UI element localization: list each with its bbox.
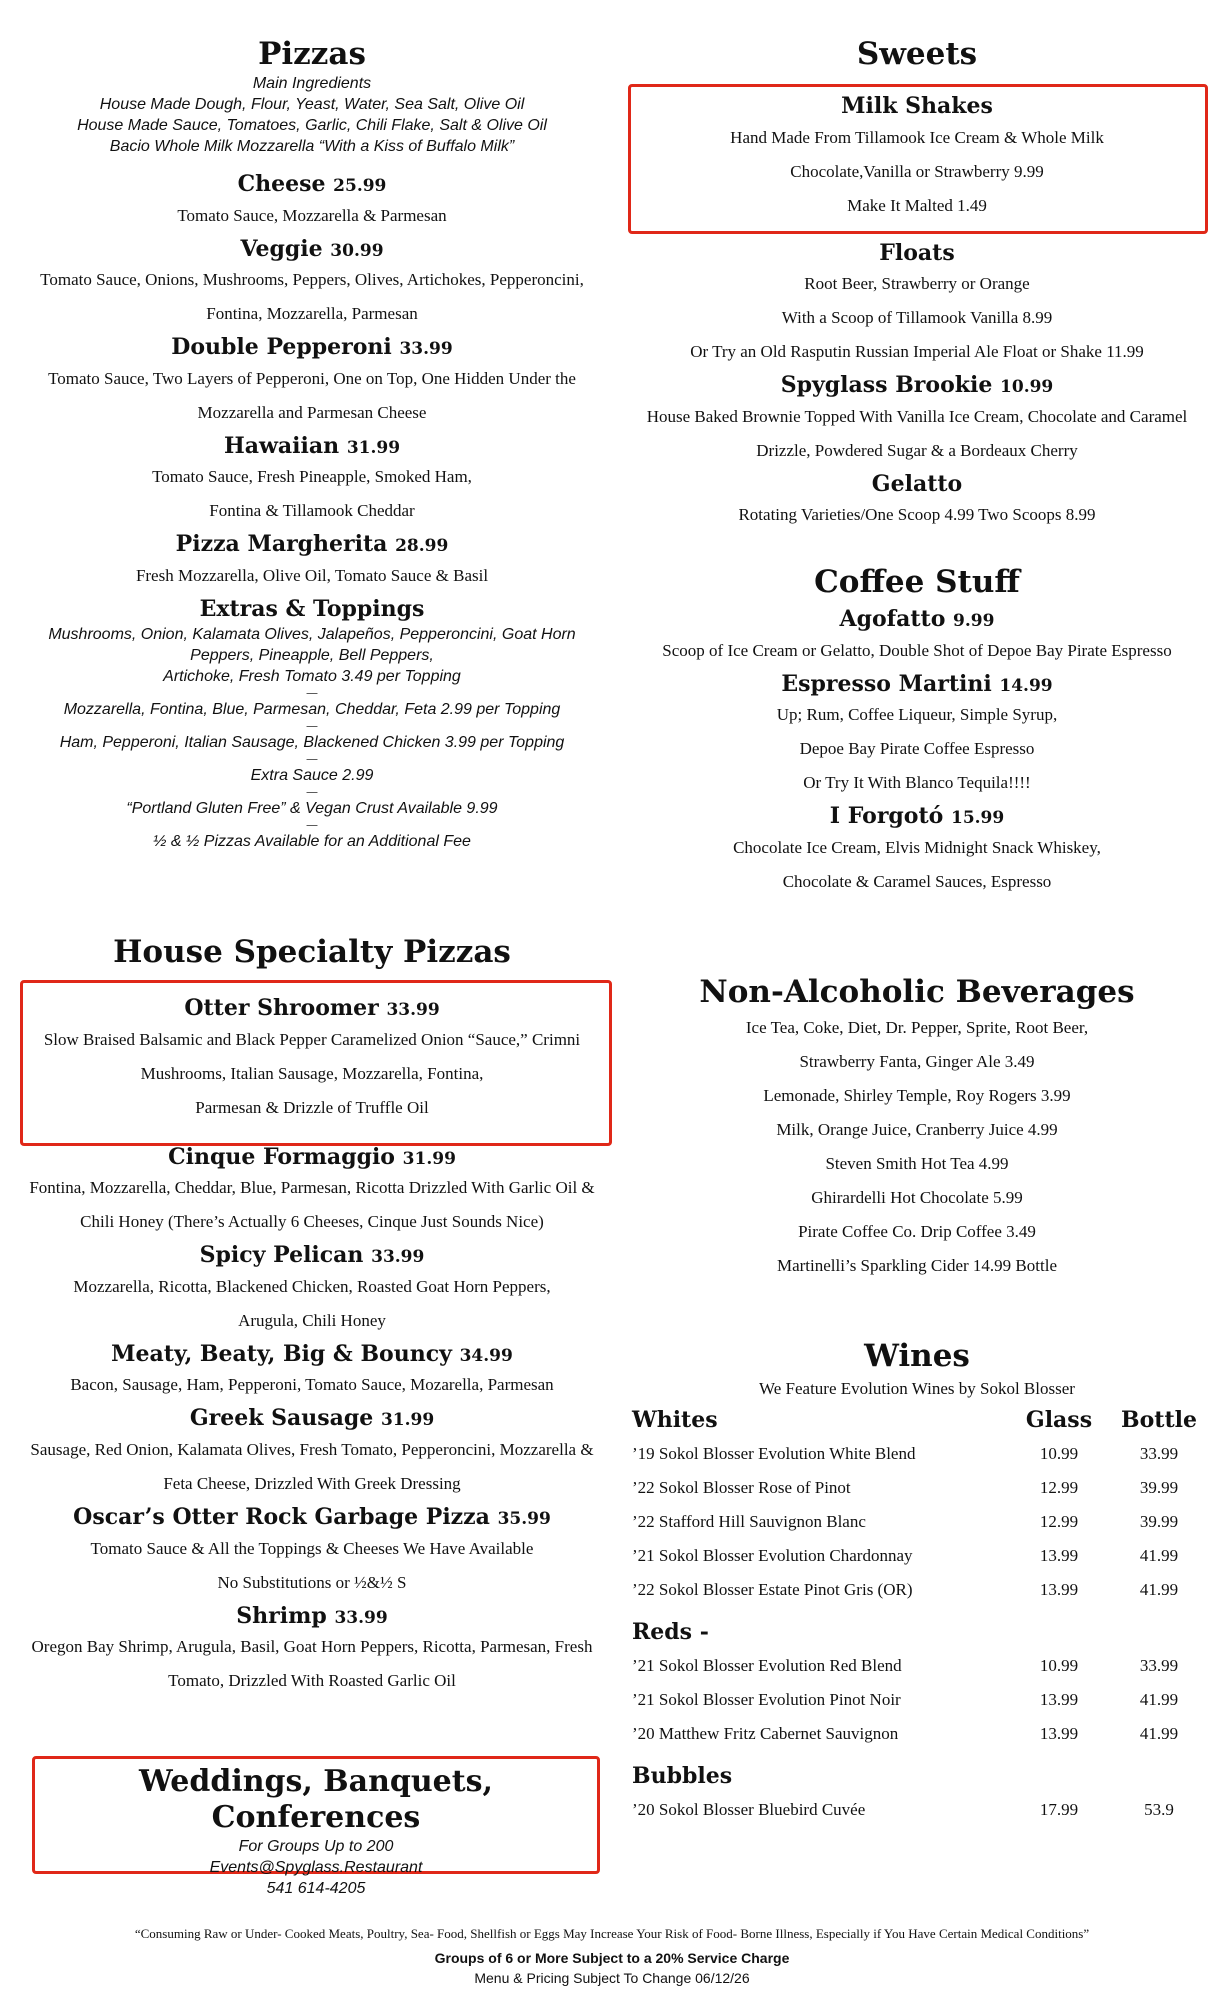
- ingredients-heading: Main Ingredients: [252, 75, 372, 93]
- pricing-change-note: Menu & Pricing Subject To Change 06/12/26: [474, 1970, 750, 1986]
- item-name: Hawaiian: [223, 432, 340, 459]
- item-desc: With a Scoop of Tillamook Vanilla 8.99: [781, 308, 1053, 328]
- specialty-list: [14, 994, 610, 1698]
- item-desc: Chocolate Ice Cream, Elvis Midnight Snack Whiskey,: [733, 837, 1101, 857]
- events-email: Events@Spyglass.Restaurant: [209, 1859, 423, 1876]
- menu-item-title: [14, 235, 610, 264]
- item-desc: Drizzle, Powdered Sugar & a Bordeaux Cherry: [756, 440, 1078, 460]
- item-desc: Slow Braised Balsamic and Black Pepper Caramelized Onion “Sauce,” Crimni: [43, 1029, 581, 1049]
- table-row: [632, 1683, 1204, 1717]
- wine-bottle-price: 39.99: [1139, 1512, 1179, 1532]
- item-desc: Tomato Sauce, Mozzarella & Parmesan: [177, 205, 447, 225]
- menu-item-title: [14, 1404, 610, 1433]
- table-row: [632, 1505, 1204, 1539]
- table-row: [632, 1437, 1204, 1471]
- item-price: 15.99: [950, 808, 1005, 829]
- wine-name: ’21 Sokol Blosser Evolution Pinot Noir: [632, 1690, 901, 1710]
- nonalc-line: Martinelli’s Sparkling Cider 14.99 Bottle: [776, 1256, 1057, 1276]
- menu-item-title: Floats: [879, 239, 955, 266]
- wine-name: ’21 Sokol Blosser Evolution Red Blend: [632, 1656, 902, 1676]
- extras-line: ½ & ½ Pizzas Available for an Additional Fee: [153, 832, 471, 850]
- item-desc: Mozzarella and Parmesan Cheese: [197, 402, 427, 422]
- item-desc: Tomato Sauce, Two Layers of Pepperoni, One on Top, One Hidden Under the: [48, 368, 576, 388]
- nonalc-line: Ghirardelli Hot Chocolate 5.99: [811, 1188, 1023, 1208]
- item-desc: Fontina & Tillamook Cheddar: [209, 501, 415, 521]
- nonalc-line: Milk, Orange Juice, Cranberry Juice 4.99: [776, 1120, 1058, 1140]
- divider: —: [306, 685, 318, 700]
- item-price: 31.99: [346, 437, 401, 458]
- item-name: Spyglass Brookie: [780, 372, 993, 399]
- item-desc: Chocolate,Vanilla or Strawberry 9.99: [790, 161, 1044, 181]
- menu-item-title: [14, 994, 610, 1023]
- item-price: 33.99: [371, 1247, 425, 1268]
- pizza-list: [14, 170, 610, 852]
- wine-glass-price: 10.99: [1039, 1656, 1079, 1676]
- coffee-title: Coffee Stuff: [814, 564, 1020, 600]
- item-desc: Or Try an Old Rasputin Russian Imperial Ale Float or Shake 11.99: [690, 342, 1144, 362]
- wine-bottle-price: 33.99: [1139, 1444, 1179, 1464]
- item-name: Meaty, Beaty, Big & Bouncy: [111, 1340, 452, 1367]
- wine-glass-price: 13.99: [1039, 1690, 1079, 1710]
- item-name: Cheese: [237, 171, 326, 197]
- wine-glass-price: 13.99: [1039, 1724, 1079, 1744]
- item-desc: Fontina, Mozzarella, Parmesan: [206, 304, 418, 324]
- item-name: Pizza Margherita: [175, 531, 388, 558]
- item-price: 14.99: [999, 675, 1053, 696]
- coffee-section: [624, 564, 1210, 899]
- wine-name: ’20 Matthew Fritz Cabernet Sauvignon: [632, 1724, 899, 1744]
- item-name: Otter Shroomer: [184, 995, 379, 1021]
- menu-item-title: [14, 1143, 610, 1172]
- item-desc: Tomato Sauce, Fresh Pineapple, Smoked Ham,: [152, 467, 472, 487]
- table-row: [632, 1793, 1204, 1827]
- sweets-list: [624, 92, 1210, 532]
- extras-line: Mushrooms, Onion, Kalamata Olives, Jalapeños, Pepperoncini, Goat Horn: [48, 625, 576, 643]
- divider: —: [306, 718, 318, 733]
- item-price: 25.99: [333, 176, 387, 196]
- item-name: Greek Sausage: [189, 1405, 374, 1432]
- item-desc: Bacon, Sausage, Ham, Pepperoni, Tomato Sauce, Mozarella, Parmesan: [70, 1375, 554, 1395]
- events-section: [32, 1764, 600, 1899]
- item-desc: Tomato Sauce, Onions, Mushrooms, Peppers, Olives, Artichokes, Pepperoncini,: [40, 270, 584, 290]
- item-name: Espresso Martini: [781, 670, 992, 697]
- wine-bottle-price: 53.9: [1144, 1800, 1174, 1820]
- item-name: I Forgotó: [829, 803, 944, 830]
- item-price: 33.99: [386, 1000, 440, 1020]
- wine-name: ’20 Sokol Blosser Bluebird Cuvée: [632, 1800, 866, 1820]
- wine-bottle-price: 39.99: [1139, 1478, 1179, 1498]
- wine-group-header: [632, 1751, 1204, 1793]
- item-price: 31.99: [402, 1148, 456, 1169]
- item-desc: Depoe Bay Pirate Coffee Espresso: [799, 739, 1035, 759]
- item-price: 34.99: [459, 1345, 513, 1366]
- nonalc-line: Ice Tea, Coke, Diet, Dr. Pepper, Sprite, Root Beer,: [745, 1018, 1089, 1038]
- pizzas-section: [14, 36, 610, 157]
- wine-name: ’21 Sokol Blosser Evolution Chardonnay: [632, 1546, 913, 1566]
- item-name: Spicy Pelican: [199, 1242, 364, 1269]
- item-desc: Tomato, Drizzled With Roasted Garlic Oil: [168, 1671, 456, 1691]
- item-desc: Arugula, Chili Honey: [238, 1310, 386, 1330]
- extras-line: Extra Sauce 2.99: [250, 766, 374, 784]
- wine-bottle-price: 41.99: [1139, 1724, 1179, 1744]
- pizzas-title: Pizzas: [258, 36, 366, 72]
- wine-group-name: Reds -: [632, 1619, 709, 1646]
- wine-bottle-price: 41.99: [1139, 1546, 1179, 1566]
- table-row: [632, 1573, 1204, 1607]
- menu-item-title: [14, 1340, 610, 1369]
- wine-glass-price: 13.99: [1039, 1546, 1079, 1566]
- item-desc: Or Try It With Blanco Tequila!!!!: [803, 773, 1031, 793]
- specialty-section: [14, 934, 610, 971]
- item-desc: Rotating Varieties/One Scoop 4.99 Two Scoops 8.99: [738, 505, 1096, 525]
- wine-glass-price: 12.99: [1039, 1512, 1079, 1532]
- extras-line: Mozzarella, Fontina, Blue, Parmesan, Cheddar, Feta 2.99 per Topping: [63, 700, 561, 718]
- nonalc-title: Non-Alcoholic Beverages: [699, 974, 1135, 1010]
- events-phone: 541 614-4205: [266, 1880, 366, 1897]
- wine-group-name: Whites: [632, 1407, 718, 1434]
- wine-glass-price: 17.99: [1039, 1800, 1079, 1820]
- wine-name: ’22 Stafford Hill Sauvignon Blanc: [632, 1512, 866, 1532]
- item-desc: Make It Malted 1.49: [847, 195, 987, 215]
- item-name: Shrimp: [236, 1602, 327, 1629]
- menu-item-title: Milk Shakes: [841, 93, 993, 119]
- menu-item-title: [624, 605, 1210, 634]
- wine-bottle-price: 41.99: [1139, 1580, 1179, 1600]
- item-name: Oscar’s Otter Rock Garbage Pizza: [73, 1503, 490, 1530]
- item-desc: Fresh Mozzarella, Olive Oil, Tomato Sauce & Basil: [135, 565, 489, 585]
- menu-item-title: [14, 1503, 610, 1532]
- extras-line: “Portland Gluten Free” & Vegan Crust Available 9.99: [126, 799, 498, 817]
- health-disclaimer: “Consuming Raw or Under- Cooked Meats, Poultry, Sea- Food, Shellfish or Eggs May Increase Your Risk of Food- Borne Illness, Especially if You Have Certain Medical Conditions”: [134, 1926, 1090, 1941]
- item-price: 35.99: [497, 1508, 551, 1529]
- events-line: For Groups Up to 200: [238, 1838, 394, 1855]
- item-name: Veggie: [240, 235, 323, 262]
- ingredient-line: House Made Dough, Flour, Yeast, Water, Sea Salt, Olive Oil: [99, 96, 525, 114]
- wine-name: ’22 Sokol Blosser Rose of Pinot: [632, 1478, 851, 1498]
- item-desc: No Substitutions or ½&½ S: [217, 1572, 407, 1592]
- wines-subtitle: We Feature Evolution Wines by Sokol Blosser: [759, 1379, 1075, 1399]
- extras-line: Artichoke, Fresh Tomato 3.49 per Topping: [163, 667, 461, 685]
- col-glass: Glass: [1025, 1407, 1093, 1434]
- item-desc: House Baked Brownie Topped With Vanilla Ice Cream, Chocolate and Caramel: [646, 406, 1188, 426]
- table-row: [632, 1539, 1204, 1573]
- wine-name: ’22 Sokol Blosser Estate Pinot Gris (OR): [632, 1580, 913, 1600]
- wine-group-header: [632, 1607, 1204, 1649]
- extras-title: Extras & Toppings: [199, 595, 425, 622]
- col-bottle: Bottle: [1121, 1407, 1197, 1434]
- sweets-section: [624, 36, 1210, 73]
- table-row: [632, 1471, 1204, 1505]
- item-name: Double Pepperoni: [171, 334, 392, 361]
- service-charge-note: Groups of 6 or More Subject to a 20% Service Charge: [434, 1950, 790, 1966]
- wines-section: [624, 1338, 1210, 1827]
- item-desc: Chocolate & Caramel Sauces, Espresso: [782, 871, 1052, 891]
- sweets-title: Sweets: [856, 36, 978, 72]
- ingredient-line: Bacio Whole Milk Mozzarella “With a Kiss of Buffalo Milk”: [109, 138, 515, 156]
- table-row: [632, 1649, 1204, 1683]
- menu-item-title: [14, 333, 610, 362]
- item-desc: Fontina, Mozzarella, Cheddar, Blue, Parmesan, Ricotta Drizzled With Garlic Oil &: [29, 1178, 595, 1198]
- menu-item-title: [14, 1241, 610, 1270]
- item-name: Agofatto: [839, 606, 946, 633]
- item-price: 28.99: [395, 536, 449, 557]
- item-price: 33.99: [334, 1607, 388, 1628]
- item-desc: Tomato Sauce & All the Toppings & Cheeses We Have Available: [90, 1538, 534, 1558]
- item-desc: Parmesan & Drizzle of Truffle Oil: [195, 1097, 429, 1117]
- wine-glass-price: 13.99: [1039, 1580, 1079, 1600]
- item-desc: Oregon Bay Shrimp, Arugula, Basil, Goat Horn Peppers, Ricotta, Parmesan, Fresh: [31, 1637, 593, 1657]
- item-price: 30.99: [330, 240, 384, 261]
- nonalc-section: [624, 974, 1210, 1283]
- item-name: Cinque Formaggio: [168, 1143, 395, 1170]
- specialty-title: House Specialty Pizzas: [113, 934, 511, 970]
- item-desc: Mushrooms, Italian Sausage, Mozzarella, Fontina,: [140, 1063, 484, 1083]
- events-title: Weddings, Banquets, Conferences: [139, 1764, 493, 1835]
- item-price: 10.99: [1000, 377, 1054, 398]
- item-desc: Chili Honey (There’s Actually 6 Cheeses, Cinque Just Sounds Nice): [80, 1212, 544, 1232]
- divider: —: [306, 817, 318, 832]
- item-desc: Feta Cheese, Drizzled With Greek Dressing: [163, 1473, 461, 1493]
- wines-title: Wines: [864, 1338, 970, 1374]
- extras-line: Peppers, Pineapple, Bell Peppers,: [190, 646, 434, 664]
- item-price: 31.99: [380, 1410, 435, 1431]
- wine-glass-price: 12.99: [1039, 1478, 1079, 1498]
- menu-item-title: [14, 530, 610, 559]
- divider: —: [306, 751, 318, 766]
- footer: [0, 1924, 1224, 1988]
- wine-group-header: [632, 1403, 1204, 1437]
- nonalc-line: Pirate Coffee Co. Drip Coffee 3.49: [798, 1222, 1036, 1242]
- menu-item-title: [14, 170, 610, 199]
- extras-line: Ham, Pepperoni, Italian Sausage, Blackened Chicken 3.99 per Topping: [59, 733, 565, 751]
- item-desc: Hand Made From Tillamook Ice Cream & Whole Milk: [730, 127, 1104, 147]
- wine-group-name: Bubbles: [632, 1763, 733, 1790]
- nonalc-line: Steven Smith Hot Tea 4.99: [825, 1154, 1009, 1174]
- table-row: [632, 1717, 1204, 1751]
- menu-item-title: [14, 432, 610, 461]
- menu-item-title: [624, 670, 1210, 699]
- item-desc: Mozzarella, Ricotta, Blackened Chicken, Roasted Goat Horn Peppers,: [73, 1276, 551, 1296]
- wine-bottle-price: 33.99: [1139, 1656, 1179, 1676]
- menu-item-title: [14, 1602, 610, 1631]
- menu-item-title: [624, 802, 1210, 831]
- wine-table: [632, 1403, 1204, 1827]
- item-desc: Sausage, Red Onion, Kalamata Olives, Fresh Tomato, Pepperoncini, Mozzarella &: [30, 1439, 594, 1459]
- divider: —: [306, 784, 318, 799]
- item-price: 9.99: [953, 611, 995, 632]
- wine-glass-price: 10.99: [1039, 1444, 1079, 1464]
- nonalc-line: Strawberry Fanta, Ginger Ale 3.49: [799, 1052, 1035, 1072]
- item-desc: Root Beer, Strawberry or Orange: [804, 274, 1030, 294]
- nonalc-line: Lemonade, Shirley Temple, Roy Rogers 3.99: [763, 1086, 1071, 1106]
- menu-item-title: [624, 371, 1210, 400]
- ingredient-line: House Made Sauce, Tomatoes, Garlic, Chili Flake, Salt & Olive Oil: [77, 117, 547, 135]
- item-desc: Scoop of Ice Cream or Gelatto, Double Shot of Depoe Bay Pirate Espresso: [662, 640, 1172, 660]
- item-price: 33.99: [399, 339, 453, 360]
- menu-item-title: Gelatto: [871, 470, 963, 497]
- wine-name: ’19 Sokol Blosser Evolution White Blend: [632, 1444, 916, 1464]
- item-desc: Up; Rum, Coffee Liqueur, Simple Syrup,: [776, 705, 1058, 725]
- wine-bottle-price: 41.99: [1139, 1690, 1179, 1710]
